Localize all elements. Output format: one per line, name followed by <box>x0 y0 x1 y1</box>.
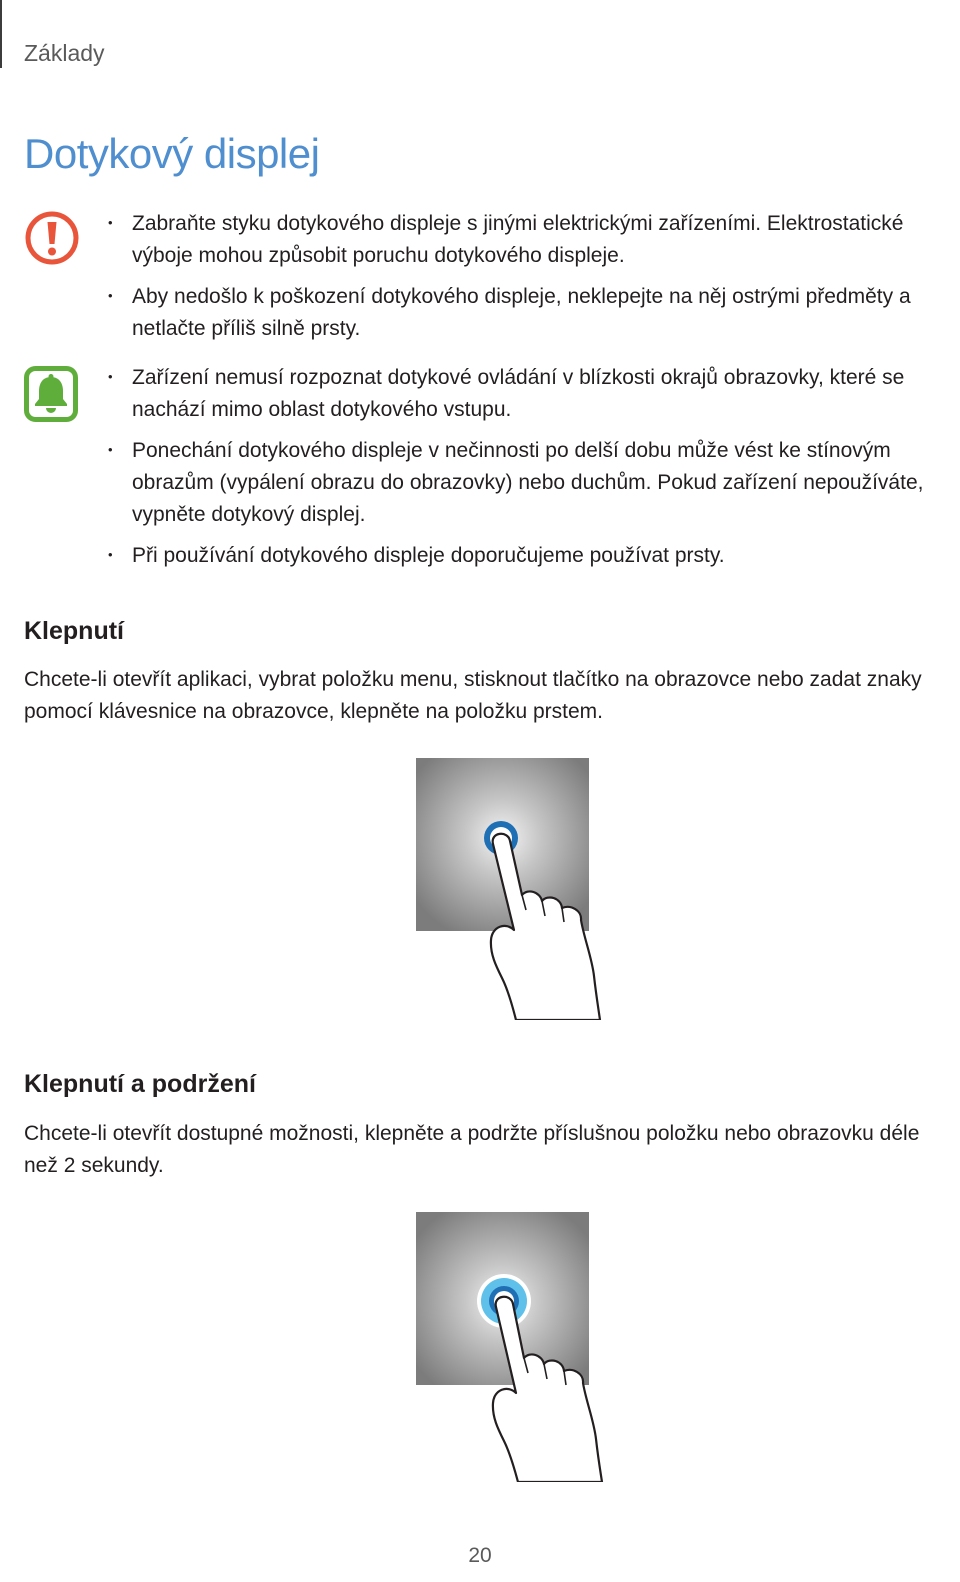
caution-item: • Zabraňte styku dotykového displeje s jinými elektrickými zařízeními. Elektrostatické výboje mohou způsobit poruchu dotykového displeje. <box>104 208 956 272</box>
section-heading-tap: Klepnutí <box>24 617 124 645</box>
page-title: Dotykový displej <box>24 130 320 177</box>
caution-item: • Aby nedošlo k poškození dotykového displeje, neklepejte na něj ostrými předměty a netlačte příliš silně prsty. <box>104 281 956 345</box>
note-item: • Zařízení nemusí rozpoznat dotykové ovládání v blízkosti okrajů obrazovky, které se nachází mimo oblast dotykového vstupu. <box>104 362 956 426</box>
section-body-tap-hold: Chcete-li otevřít dostupné možnosti, klepněte a podržte příslušnou položku nebo obrazovku déle než 2 sekundy. <box>24 1122 920 1177</box>
note-list <box>104 362 956 581</box>
page-edge-rule <box>0 0 2 68</box>
chapter-label: Základy <box>24 40 105 66</box>
caution-list <box>104 208 956 354</box>
bell-icon <box>24 366 78 427</box>
note-item: • Ponechání dotykového displeje v nečinnosti po delší dobu může vést ke stínovým obrazům (vypálení obrazu do obrazovky) nebo duchům. Pokud zařízení nepoužíváte, vypněte dotykový displej. <box>104 435 956 531</box>
section-body-tap: Chcete-li otevřít aplikaci, vybrat položku menu, stisknout tlačítko na obrazovce nebo zadat znaky pomocí klávesnice na obrazovce, klepněte na položku prstem. <box>24 668 922 723</box>
page-number: 20 <box>468 1544 492 1567</box>
tap-and-hold-gesture-icon <box>416 1212 616 1487</box>
note-item: • Při používání dotykového displeje doporučujeme používat prsty. <box>104 540 956 572</box>
tap-gesture-icon <box>416 758 616 1025</box>
section-heading-tap-hold: Klepnutí a podržení <box>24 1070 256 1098</box>
exclamation-warning-icon <box>24 210 80 271</box>
